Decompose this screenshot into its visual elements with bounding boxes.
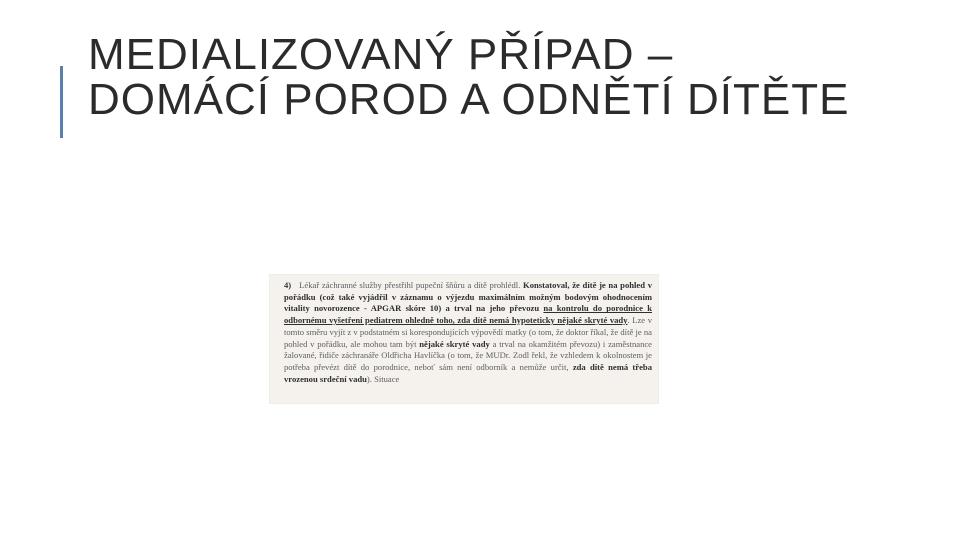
- excerpt-text-3: a trval na okamžitém převozu) i zaměstnance žalované, řidiče záchranáře Oldřicha Havlíčka (o tom, že MUDr. Zodl řekl, že vzhledem k okolnostem je potřeba převézt dítě do porodnice, neboť sám není odborník a nemůže určit,: [284, 338, 652, 372]
- excerpt-text-2: . Lze v tomto směru vyjít z v podstatném si korespondujících výpovědí matky (o tom, že doktor říkal, že dítě je na pohled v pořádku, ale mohou tam být: [284, 315, 652, 349]
- excerpt-bold-4: zda dítě nemá třeba vrozenou srdeční vadu: [284, 361, 653, 384]
- paragraph-number: 4): [284, 280, 292, 290]
- document-excerpt-image: [270, 275, 658, 403]
- slide-title: MEDIALIZOVANÝ PŘÍPAD – DOMÁCÍ POROD A ODNĚTÍ DÍTĚTE: [88, 30, 850, 124]
- excerpt-paragraph: [270, 275, 658, 385]
- excerpt-underlined-1: na kontrolu do porodnice k odbornému vyšetření pediatrem ohledně toho, zda dítě nemá hypoteticky nějaké skryté vady: [284, 303, 652, 326]
- excerpt-bold-1: Konstatoval, že dítě je na pohled v pořádku (což také vyjádřil v záznamu o výjezdu maximálním možným bodovým ohodnocením vitality novorozence - APGAR skóre 10): [284, 280, 652, 314]
- excerpt-bold-2: a trval na jeho převozu: [441, 303, 544, 314]
- title-accent-bar: [60, 66, 63, 138]
- excerpt-bold-3: nějaké skryté vady: [419, 338, 490, 349]
- excerpt-text-1: Lékař záchranné služby přestřihl pupeční šňůru a dítě prohlédl.: [299, 280, 524, 290]
- excerpt-text-4: ). Situace: [366, 373, 400, 384]
